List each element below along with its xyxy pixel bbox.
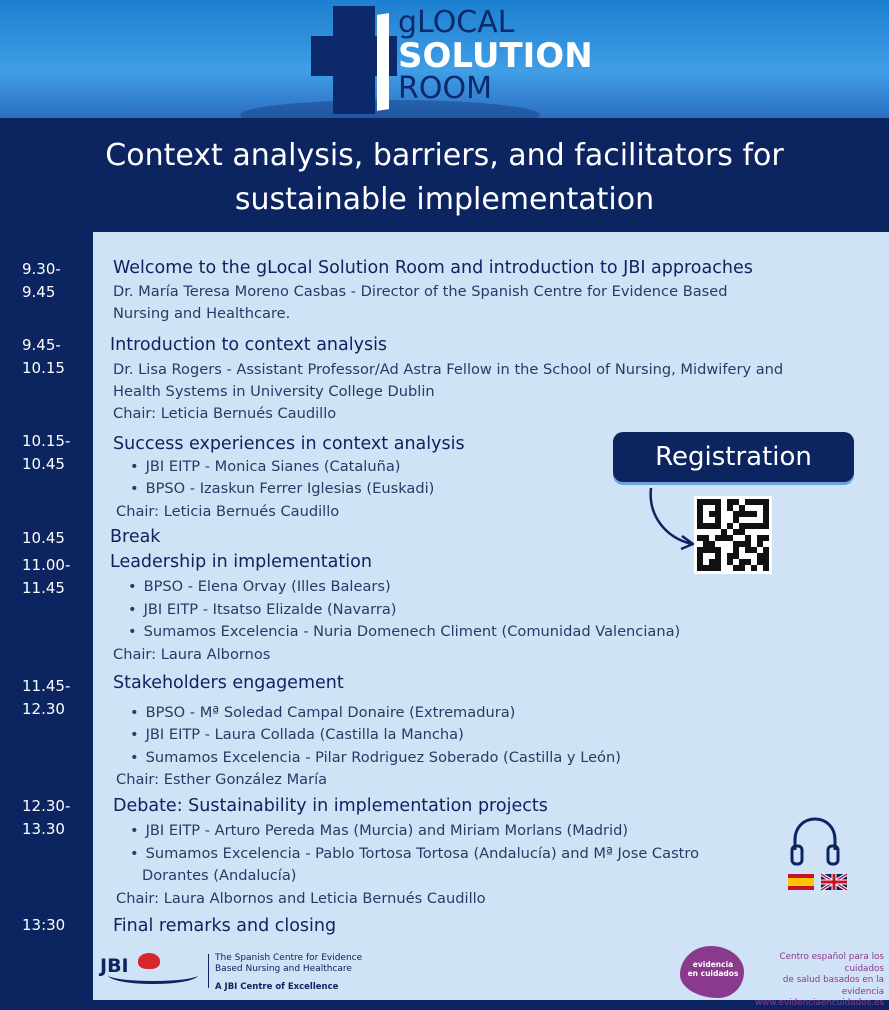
session-chair: Chair: Leticia Bernués Caudillo — [116, 503, 340, 520]
time-start: 10.15- — [22, 432, 71, 450]
session-chair: Chair: Laura Albornos and Leticia Bernués Caudillo — [116, 890, 486, 907]
title-line-2: sustainable implementation — [234, 182, 655, 217]
session-line: Dorantes (Andalucía) — [142, 867, 297, 884]
evidencia-desc-line: Centro español para los cuidados — [779, 952, 884, 974]
evidencia-logo-text — [685, 960, 741, 978]
evidencia-desc-line: de salud basados en la evidencia — [782, 975, 884, 997]
session-bullet: • Sumamos Excelencia - Pilar Rodriguez Soberado (Castilla y León) — [130, 749, 621, 766]
jbi-centre-line: Based Nursing and Healthcare — [215, 964, 352, 974]
time-start: 9.45- — [22, 336, 61, 354]
jbi-centre-line: The Spanish Centre for Evidence — [215, 953, 363, 963]
session-title: Leadership in implementation — [110, 552, 372, 572]
session-title: Welcome to the gLocal Solution Room and introduction to JBI approaches — [113, 258, 753, 278]
session-line: Dr. Lisa Rogers - Assistant Professor/Ad Astra Fellow in the School of Nursing, Midwifery and — [113, 361, 784, 378]
session-title: Debate: Sustainability in implementation projects — [113, 796, 548, 816]
title-line-1: Context analysis, barriers, and facilitators for — [105, 138, 784, 173]
registration-button[interactable]: Registration — [613, 432, 854, 482]
session-bullet: • JBI EITP - Monica Sianes (Cataluña) — [130, 458, 401, 475]
logo-line-3: ROOM — [398, 71, 492, 106]
evidencia-line: evidencia — [692, 960, 734, 969]
session-chair: Chair: Esther González María — [116, 771, 328, 788]
session-title: Stakeholders engagement — [113, 673, 344, 693]
time-start: 13:30 — [22, 916, 66, 934]
logo-line-2: SOLUTION — [398, 36, 593, 76]
session-time — [22, 554, 70, 600]
time-end: 11.45 — [22, 579, 65, 597]
session-time — [22, 914, 65, 937]
time-start: 12.30- — [22, 797, 71, 815]
session-line: Health Systems in University College Dublin — [113, 383, 435, 400]
footer-divider — [208, 954, 209, 988]
session-title: Introduction to context analysis — [110, 335, 388, 355]
session-bullet: • JBI EITP - Arturo Pereda Mas (Murcia) and Miriam Morlans (Madrid) — [130, 822, 628, 839]
jbi-logo-dot — [138, 953, 160, 969]
header-banner — [0, 0, 889, 118]
curved-arrow-icon — [646, 486, 696, 550]
time-end: 10.15 — [22, 359, 65, 377]
jbi-logo: JBI — [100, 955, 129, 977]
logo-line-1: gLOCAL — [398, 5, 515, 40]
session-bullet: • Sumamos Excelencia - Nuria Domenech Climent (Comunidad Valenciana) — [128, 623, 680, 640]
session-bullet: • BPSO - Mª Soledad Campal Donaire (Extremadura) — [130, 704, 515, 721]
time-start: 11.00- — [22, 556, 71, 574]
logo-door — [377, 13, 389, 111]
page-title — [0, 118, 889, 232]
time-end: 13.30 — [22, 820, 65, 838]
evidencia-url[interactable]: www.evidenciaencuidados.es — [754, 998, 884, 1008]
time-start: 10.45 — [22, 529, 65, 547]
time-end: 9.45 — [22, 283, 56, 301]
uk-flag-icon[interactable] — [821, 874, 847, 890]
session-bullet: • JBI EITP - Itsatso Elizalde (Navarra) — [128, 601, 397, 618]
time-start: 11.45- — [22, 677, 71, 695]
session-time — [22, 430, 70, 476]
session-time — [22, 795, 70, 841]
session-time — [22, 334, 65, 380]
session-time — [22, 675, 70, 721]
session-bullet: • JBI EITP - Laura Collada (Castilla la Mancha) — [130, 726, 464, 743]
time-end: 12.30 — [22, 700, 65, 718]
evidencia-line: en cuidados — [687, 969, 739, 978]
session-title: Final remarks and closing — [113, 916, 337, 936]
jbi-excellence: A JBI Centre of Excellence — [215, 982, 339, 992]
time-start: 9.30- — [22, 260, 61, 278]
spain-flag-icon[interactable] — [788, 874, 814, 890]
session-line: Nursing and Healthcare. — [113, 305, 291, 322]
session-title: Success experiences in context analysis — [113, 434, 465, 454]
session-line: Dr. María Teresa Moreno Casbas - Director of the Spanish Centre for Evidence Based — [113, 283, 728, 300]
session-bullet: • BPSO - Izaskun Ferrer Iglesias (Euskadi) — [130, 480, 434, 497]
jbi-centre-name — [215, 953, 362, 975]
time-end: 10.45 — [22, 455, 65, 473]
session-chair: Chair: Leticia Bernués Caudillo — [113, 405, 337, 422]
session-chair: Chair: Laura Albornos — [113, 646, 271, 663]
session-time — [22, 527, 65, 550]
session-title: Break — [110, 527, 161, 547]
qr-code-icon[interactable] — [694, 496, 772, 574]
logo-text — [398, 5, 593, 106]
headphones-icon — [788, 814, 842, 868]
evidencia-description — [744, 952, 884, 1010]
qr-pattern — [697, 499, 769, 571]
session-bullet: • Sumamos Excelencia - Pablo Tortosa Tortosa (Andalucía) and Mª Jose Castro — [130, 845, 699, 862]
session-bullet: • BPSO - Elena Orvay (Illes Balears) — [128, 578, 391, 595]
session-time — [22, 258, 61, 304]
qr-module — [763, 565, 769, 571]
